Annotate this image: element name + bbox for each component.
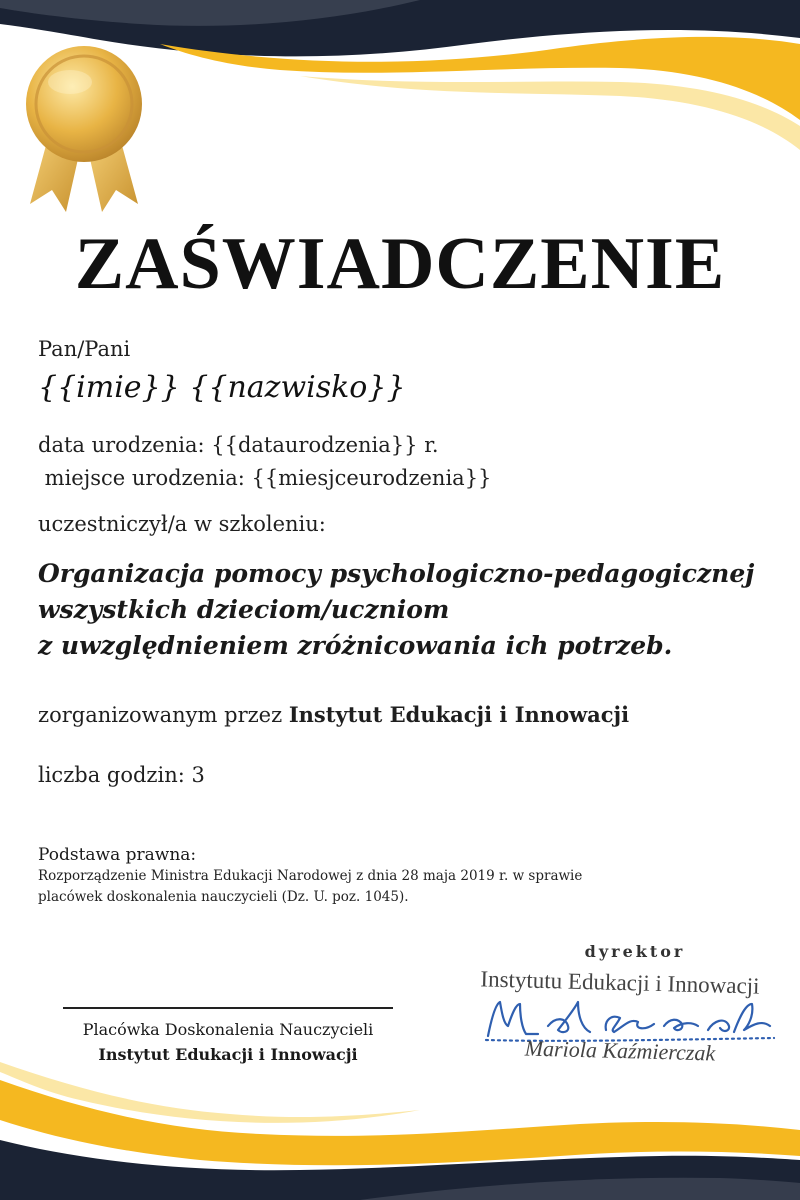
course-title-line: wszystkich dzieciom/uczniom (38, 595, 450, 624)
birth-date: data urodzenia: {{dataurodzenia}} r. (38, 433, 439, 457)
participation-line: uczestniczył/a w szkoleniu: (38, 512, 326, 536)
institution-line2: Instytut Edukacji i Innowacji (98, 1045, 358, 1064)
director-label: dyrektor (584, 942, 686, 961)
hours-line: liczba godzin: 3 (38, 763, 205, 787)
stamp-institution: Instytutu Edukacji i Innowacji (480, 966, 760, 999)
legal-basis-text (38, 866, 582, 908)
course-title-line: Organizacja pomocy psychologiczno-pedagogicznej (38, 559, 755, 588)
stamp-name: Mariola Kaźmierczak (524, 1035, 716, 1066)
birth-place: miejsce urodzenia: {{miesjceurodzenia}} (38, 466, 492, 490)
organizer-name: Instytut Edukacji i Innowacji (288, 702, 630, 727)
organizer-prefix: zorganizowanym przez (38, 703, 289, 727)
recipient-name: {{imie}} {{nazwisko}} (38, 370, 406, 405)
legal-basis-line: placówek doskonalenia nauczycieli (Dz. U. poz. 1045). (38, 889, 409, 905)
salutation: Pan/Pani (38, 337, 131, 361)
organizer-line (38, 702, 629, 727)
course-title-line: z uwzględnieniem zróżnicowania ich potrzeb. (38, 631, 673, 660)
institution-line1: Placówka Doskonalenia Nauczycieli (82, 1020, 374, 1039)
gold-medal-icon (18, 42, 150, 214)
legal-basis-line: Rozporządzenie Ministra Edukacji Narodowej z dnia 28 maja 2019 r. w sprawie (38, 868, 583, 884)
signature-line (63, 1007, 393, 1009)
course-title (38, 556, 754, 664)
certificate-title: ZAŚWIADCZENIE (74, 223, 726, 305)
legal-basis-heading: Podstawa prawna: (38, 845, 197, 865)
